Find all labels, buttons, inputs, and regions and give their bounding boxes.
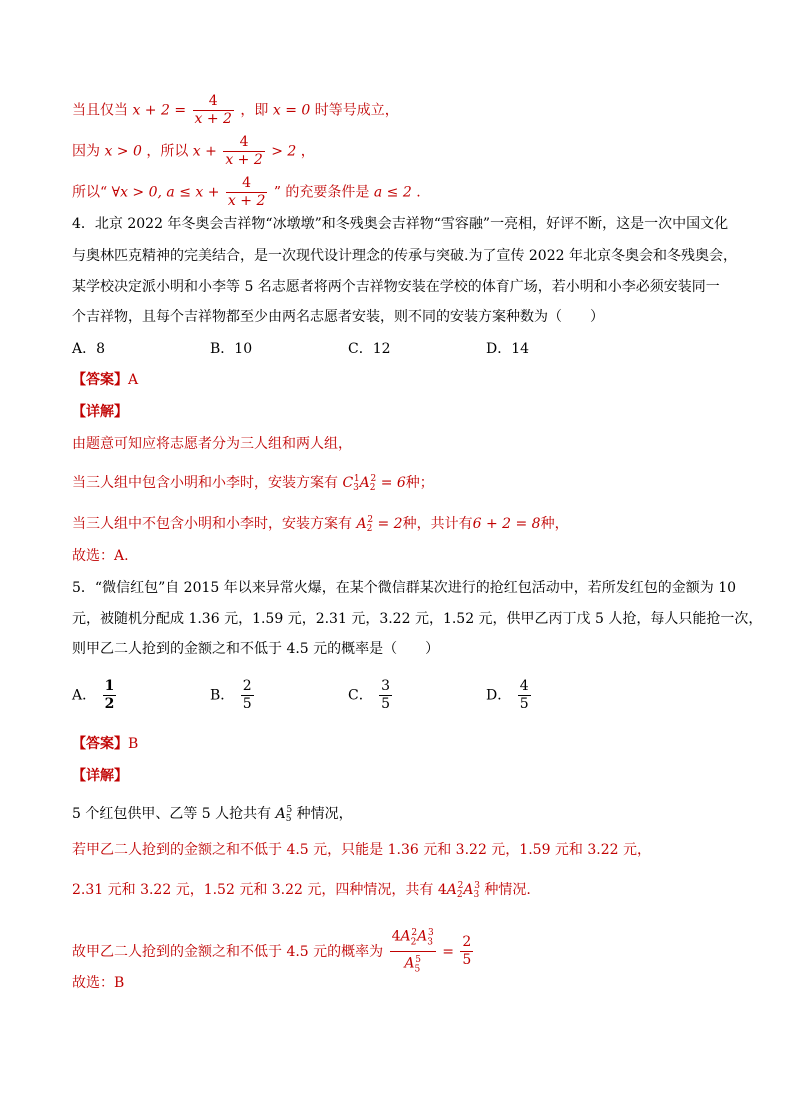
fraction: $\frac{4}{x + 2}$ xyxy=(227,175,266,209)
fraction: $\frac{4}{x + 2}$ xyxy=(225,134,263,168)
q4-stem-line: 某学校决定派小明和小李等 5 名志愿者将两个吉祥物安装在学校的体育广场，若小明和小李必须安装同一 xyxy=(72,279,720,295)
q4-option-d: D．14 xyxy=(486,341,530,357)
fraction: $\frac{4}{x + 2}$ xyxy=(194,93,232,127)
probability-fraction: $\frac{4A_2^2A_3^3}{A_5^5}$ xyxy=(390,925,436,979)
q4-option-b: B．10 xyxy=(210,341,253,357)
q5-option-d: D． $\frac{4}{5}$ xyxy=(486,678,529,712)
q4-stem-line: 与奥林匹克精神的完美结合，是一次现代设计理念的传承与突破.为了宣传 2022 年北京冬奥会和冬残奥会， xyxy=(72,248,737,264)
q4-detail-label: 【详解】 xyxy=(72,404,128,420)
q5-stem-line: 则甲乙二人抢到的金额之和不低于 4.5 元的概率是（ ） xyxy=(72,641,440,657)
q5-solution-line: 故甲乙二人抢到的金额之和不低于 4.5 元的概率为 $\frac{4A_2^2A_3^3}{A_5^5}$ = $\frac{2}{5}$ xyxy=(72,925,475,979)
solution-line-conclusion: 所以“ ∀x > 0, a ≤ x + $\frac{4}{x + 2}$ ” 的充要条件是 a ≤ 2 . xyxy=(72,175,421,209)
q5-solution-line: 2.31 元和 3.22 元，1.52 元和 3.22 元，四种情况，共有 $4A_2^2A_3^3$ 种情况. xyxy=(72,881,531,900)
solution-line-equality: 当且仅当 x + 2 = $\frac{4}{x + 2}$ ，即 x = 0 时等号成立， xyxy=(72,93,399,127)
q5-stem-line: 5．“微信红包”自 2015 年以来异常火爆，在某个微信群某次进行的抢红包活动中，若所发红包的金额为 10 xyxy=(72,580,737,596)
q4-solution-line: 当三人组中不包含小明和小李时，安装方案有 $A_2^2 = 2$种，共计有6 + 2 = 8种， xyxy=(72,515,569,534)
q5-answer: 【答案】B xyxy=(72,736,139,752)
q5-stem-line: 元，被随机分配成 1.36 元，1.59 元，2.31 元，3.22 元，1.52 元，供甲乙丙丁戊 5 人抢，每人只能抢一次， xyxy=(72,611,763,627)
q4-stem-line: 个吉祥物，且每个吉祥物都至少由两名志愿者安装，则不同的安装方案种数为（ ） xyxy=(72,309,604,325)
q5-option-c: C． $\frac{3}{5}$ xyxy=(348,678,391,712)
q4-choice-line: 故选：A. xyxy=(72,548,129,564)
q4-option-c: C．12 xyxy=(348,341,391,357)
q5-choice-line: 故选：B xyxy=(72,975,125,991)
q4-stem-line: 4．北京 2022 年冬奥会吉祥物“冰墩墩”和冬残奥会吉祥物“雪容融”一亮相，好评不断，这是一次中国文化 xyxy=(72,216,729,232)
q5-option-a: A． $\frac{1}{2}$ xyxy=(72,678,115,712)
q5-solution-line: 5 个红包供甲、乙等 5 人抢共有 $A_5^5$ 种情况， xyxy=(72,805,353,824)
q4-solution-line: 当三人组中包含小明和小李时，安装方案有 $C_3^1A_2^2 = 6$种； xyxy=(72,474,434,493)
q5-solution-line: 若甲乙二人抢到的金额之和不低于 4.5 元，只能是 1.36 元和 3.22 元，1.59 元和 3.22 元， xyxy=(72,842,652,858)
q4-solution-line: 由题意可知应将志愿者分为三人组和两人组， xyxy=(72,436,352,452)
q4-answer: 【答案】A xyxy=(72,372,139,388)
q4-option-a: A．8 xyxy=(72,341,106,357)
q5-detail-label: 【详解】 xyxy=(72,768,128,784)
q5-option-b: B． $\frac{2}{5}$ xyxy=(210,678,252,712)
solution-line-because: 因为 x > 0 ，所以 x + $\frac{4}{x + 2}$ > 2 ， xyxy=(72,134,315,168)
